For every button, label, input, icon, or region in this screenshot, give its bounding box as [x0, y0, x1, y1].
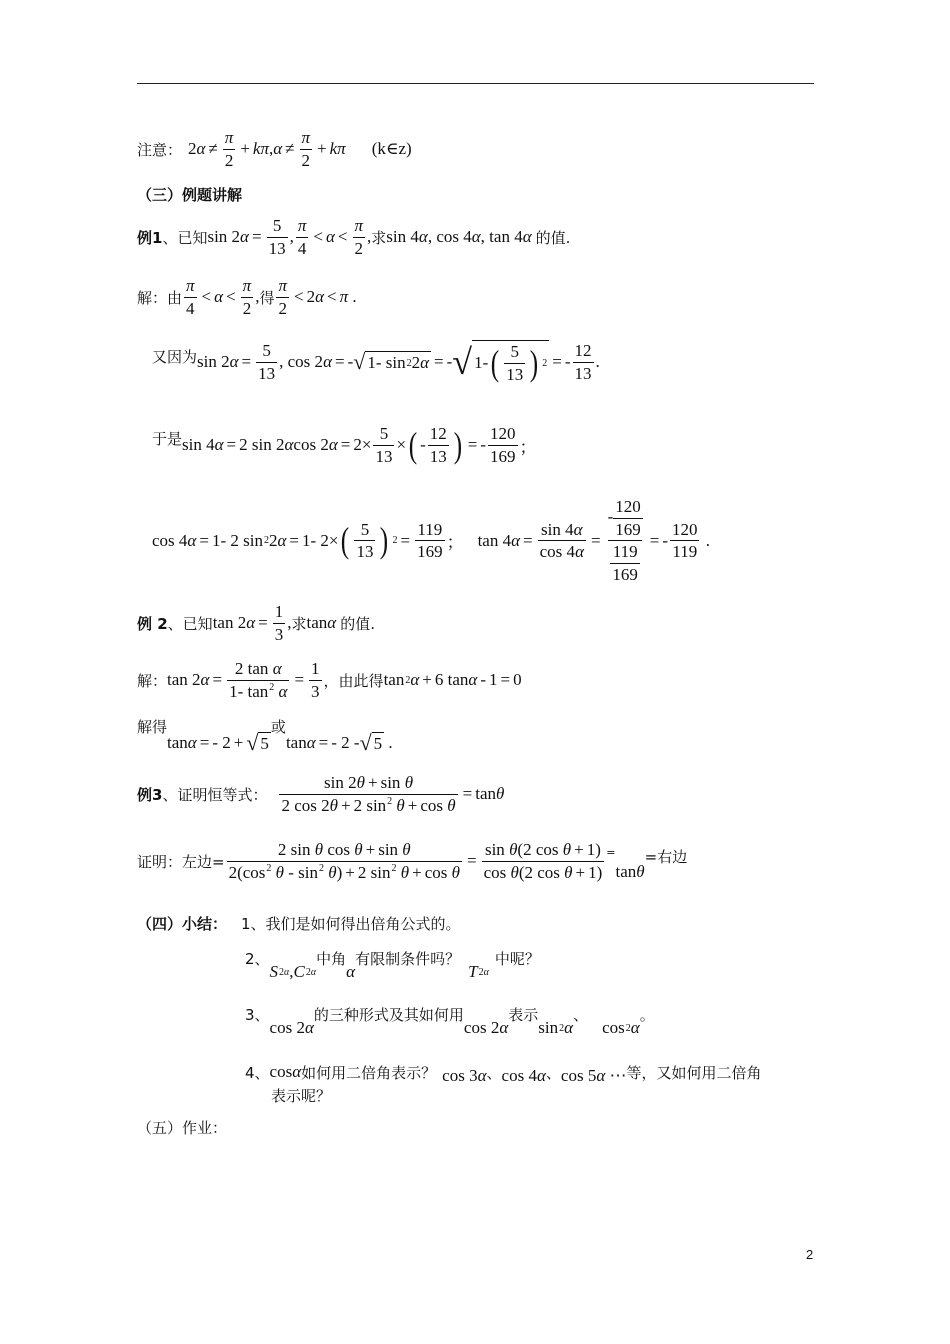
section4-item4 — [245, 1058, 762, 1086]
section5-line — [137, 1117, 227, 1138]
ex2-root1: tan α = - 2 + √ 5 — [167, 730, 269, 755]
ex3-identity: $\frac{\text{sin 2θ + sin θ}}{2 \cos 2\theta + 2 \sin^2 \theta + \cos \theta}$ = tan θ — [281, 773, 505, 815]
page-number: 2 — [806, 1247, 814, 1262]
section4-item4-cont — [271, 1085, 331, 1106]
section4-item3 — [245, 1004, 655, 1038]
item4-cos5a: cos 5 α ⋯ — [560, 1066, 627, 1085]
ex1-because: 又因为 — [152, 348, 198, 366]
ex2-sol-formula: tan 2 α = $\frac{\text{2 tan α}}{1- \tan^2 \alpha}$ = $\frac{1}{3}$ — [167, 659, 320, 701]
ex2-sol-line — [137, 659, 522, 701]
ex1-sol-label: 解：由 — [137, 288, 183, 307]
note-line — [137, 128, 412, 170]
item3-cos2a: cos 2 α — [269, 1018, 314, 1037]
ex1-because-line — [152, 340, 600, 384]
item4-b: 等，又如何用二倍角 — [626, 1063, 762, 1082]
note-formula: 2 α ≠ $\frac{\pi}{2}$ + kπ , α ≠ $\frac{\pi}{2}$ + kπ — [188, 128, 346, 170]
ex2-ask: 求 — [291, 614, 307, 633]
section4-line — [137, 913, 461, 934]
item4-sep2: 、 — [545, 1063, 561, 1082]
item2-t: T 2α — [468, 962, 489, 981]
ex1-sin4a: sin 4 α = 2 sin 2 α cos 2 α = 2× $\frac{5}{13}$ × ( - $\frac{12}{13}$ ) = - $\frac{120}{169}$ ； — [182, 424, 537, 466]
ex3-sep: 、证明恒等式： — [162, 785, 268, 804]
ex2-line — [137, 602, 375, 644]
item4-sep1: 、 — [486, 1063, 502, 1082]
item2-symbols: S 2α , C 2α — [269, 962, 317, 981]
ex2-result-line — [137, 716, 393, 756]
section3-title: （三）例题讲解 — [137, 186, 243, 204]
item2-num: 2、 — [245, 950, 270, 968]
ex1-then-line — [152, 424, 537, 466]
ex1-label: 例1 — [137, 228, 163, 247]
item2-a: 中角 — [316, 950, 347, 968]
section4-item1: 1、我们是如何得出倍角公式的。 — [241, 915, 461, 933]
ex1-target: sin 4 α , cos 4 α , tan 4 α — [386, 227, 532, 247]
item3-cos2a-2: cos 2 α — [463, 1018, 509, 1037]
ex1-tail: 的值. — [535, 228, 571, 247]
item4-cos3a: cos 3 α — [442, 1066, 487, 1085]
header-rule — [137, 83, 814, 84]
ex1-sol-range2: $\frac{\pi}{2}$ < 2 α < π . — [278, 276, 357, 318]
ex3-proof-line — [137, 840, 687, 882]
ex1-sol-range: $\frac{\pi}{4}$ < α < $\frac{\pi}{2}$ , — [186, 276, 260, 318]
ex1-sep: 、已知 — [162, 228, 208, 247]
item3-sin2: sin 2 α — [538, 1018, 574, 1037]
ex3-proof-tan: tan θ — [615, 862, 645, 882]
section4-item2 — [245, 948, 540, 982]
ex1-cos4a: cos 4 α = 1- 2 sin 2 2 α = 1- 2× ( $\frac{5}{13}$ ) 2 = $\frac{119}{169}$ ； — [152, 519, 464, 562]
ex2-sep: 、已知 — [167, 614, 213, 633]
ex1-tan4a: tan 4 α = $\frac{\sin 4\alpha}{\cos 4\alpha}$ = - $\frac{120}{169}$ $\frac{119}{169}$ = - $\frac{120}{119}$ . — [477, 497, 711, 584]
ex1-sol-de: 得 — [259, 288, 275, 307]
ex1-cos2a: sin 2 α = $\frac{5}{13}$ , cos 2 α = - √ 1- sin 2 2 α = - √ 1- ( $\frac{5}{13}$ ) 2 = - $\frac{12}{13}$ . — [197, 341, 600, 384]
item3-sep: 、 — [573, 1006, 589, 1024]
ex1-line — [137, 216, 570, 258]
ex1-given: sin 2 α = $\frac{5}{13}$ , $\frac{\pi}{4}$ < α < $\frac{\pi}{2}$ , — [207, 216, 372, 258]
ex2-sol-label: 解： — [137, 671, 168, 690]
item4-a: 如何用二倍角表示？ — [301, 1063, 437, 1082]
ex2-label: 例 2 — [137, 614, 168, 633]
item2-alpha: α — [346, 962, 356, 981]
item4-cosa: cos α — [269, 1062, 302, 1081]
ex3-proof-right: =右边 — [644, 848, 688, 866]
ex3-label: 例3 — [137, 785, 163, 804]
item3-a: 的三种形式及其如何用 — [313, 1006, 464, 1024]
section3-line — [137, 184, 242, 205]
item2-c: 中呢？ — [494, 950, 540, 968]
ex1-cos4a-line — [152, 497, 710, 584]
ex2-tail: 的值. — [340, 614, 376, 633]
ex2-given: tan 2 α = $\frac{1}{3}$ , — [212, 602, 292, 644]
section4-title: （四）小结： — [137, 915, 228, 933]
item3-end: 。 — [639, 1006, 655, 1024]
section5-title: （五）作业： — [137, 1119, 228, 1137]
ex1-ask: 求 — [371, 228, 387, 247]
item3-num: 3、 — [245, 1006, 270, 1024]
ex2-or: 或 — [270, 718, 286, 736]
item4-c: 表示呢？ — [271, 1087, 332, 1105]
item2-b: 有限制条件吗？ — [355, 950, 461, 968]
item3-cos2: cos 2 α — [602, 1018, 640, 1037]
item4-cos4a: cos 4 α — [501, 1066, 546, 1085]
ex2-sol-mid: ，由此得 — [323, 671, 384, 690]
ex3-proof-eq: = — [606, 846, 616, 859]
ex3-proof-formula: $\frac{\text{2 sin θ cos θ + sin θ}}{2(\cos^2 \theta - \sin^2 \theta) + 2 \sin^2 \theta + \cos \theta}$ = $\frac{\text{sin θ(2 cos θ + 1)}}{\text{cos θ(2 cos θ + 1)}}$ — [228, 840, 603, 882]
ex3-proof-label: 证明：左边= — [137, 852, 225, 871]
ex1-then: 于是 — [152, 430, 183, 448]
ex2-get: 解得 — [137, 718, 168, 736]
note-label: 注意： — [137, 140, 183, 159]
ex1-sol-line — [137, 276, 357, 318]
item3-b: 表示 — [508, 1006, 539, 1024]
ex3-line — [137, 773, 504, 815]
item4-num: 4、 — [245, 1063, 270, 1082]
ex2-target: tan α — [306, 613, 337, 633]
note-condition: (k∈z) — [371, 139, 412, 159]
ex2-equation: tan 2 α + 6 tan α - 1 = 0 — [383, 670, 522, 690]
ex2-root2: tan α = - 2 - √ 5 . — [285, 730, 393, 755]
